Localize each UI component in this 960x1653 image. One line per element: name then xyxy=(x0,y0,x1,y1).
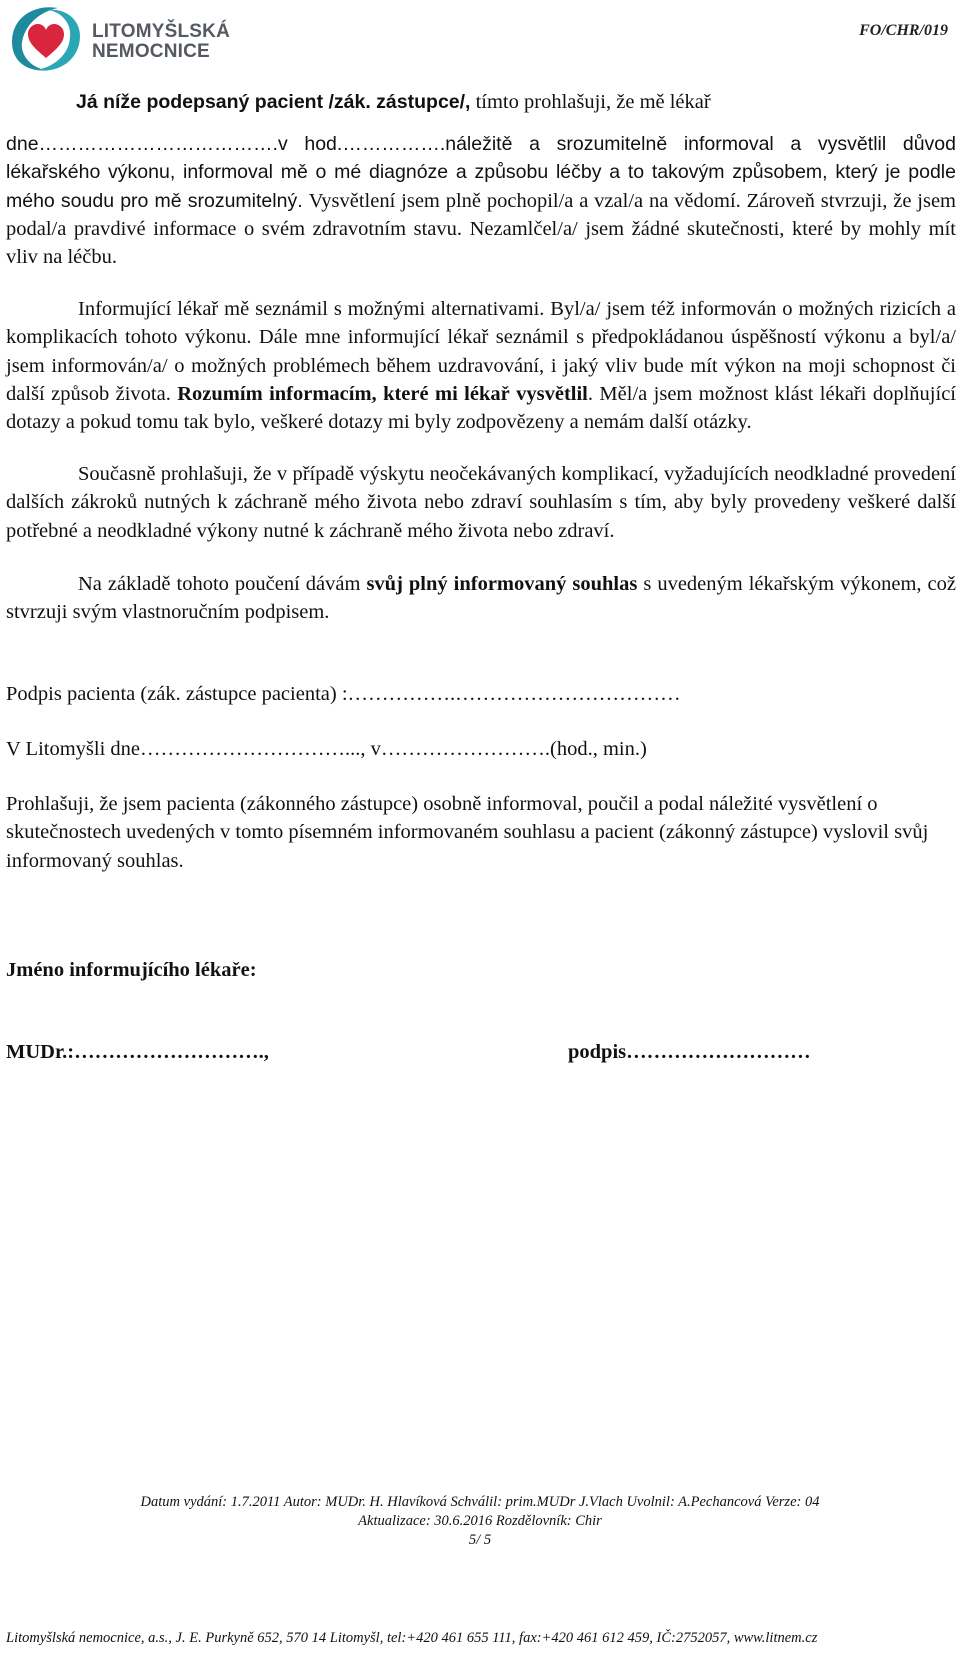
paragraph-1-part2: Vysvětlení jsem plně pochopil/a a vzal/a na vědomí. Zároveň stvrzuji, že jsem podal/a pravdivé informace o svém zdravotním stavu. Nezamlčel/a/ jsem žádné skutečnosti, které by mohly mít vliv na léčbu. xyxy=(6,189,956,269)
paragraph-2-text1: Informující lékař mě seznámil s možnými alternativami. Byl/a/ jsem též informován o možných rizicích a komplikacích tohoto výkonu. Dále mne informující lékař seznámil s předpokládanou úspěšností výkonu a byl/a/ jsem informován/a/ o možných problémech během uzdravování, i jaký vliv bude mít výkon na moji schopnost či další způsob života. xyxy=(6,298,956,405)
intro-rest: tímto prohlašuji, že mě lékař xyxy=(470,91,711,113)
paragraph-2-text2: . Měl/a jsem možnost klást lékaři doplňující dotazy a pokud tomu tak bylo, veškeré dotazy mi byly zodpovězeny a nemám další otázky. xyxy=(6,382,956,434)
place-date-line: V Litomyšli dne…………………………..., v…………………….(hod., min.) xyxy=(6,738,647,760)
paragraph-4-text1: Na základě tohoto poučení dávám xyxy=(78,573,367,595)
doctor-signature-line xyxy=(568,1038,956,1066)
hospital-logo xyxy=(6,2,256,76)
heart-hands-icon xyxy=(6,2,86,76)
doctor-statement: Prohlašuji, že jsem pacienta (zákonného zástupce) osobně informoval, poučil a podal náležité vysvětlení o skutečnostech uvedených v tomto písemném informovaném souhlasu a pacient (zákonný zástupce) vyslovil svůj informovaný souhlas. xyxy=(6,793,929,872)
paragraph-4-bold: svůj plný informovaný souhlas xyxy=(366,573,638,595)
logo-text xyxy=(92,22,230,62)
patient-signature-line: Podpis pacienta (zák. zástupce pacienta) :…………….…………………………… xyxy=(6,683,681,705)
paragraph-2-bold: Rozumím informacím, které mi lékař vysvětlil xyxy=(177,382,588,405)
document-code: FO/CHR/019 xyxy=(859,22,948,39)
paragraph-3 xyxy=(6,460,956,545)
page-number: 5/ 5 xyxy=(468,1532,492,1548)
paragraph-4 xyxy=(6,570,956,627)
intro-line xyxy=(76,88,956,116)
footer-update-info: Aktualizace: 30.6.2016 Rozdělovník: Chir xyxy=(358,1513,602,1529)
paragraph-4-text2: s uvedeným lékařským výkonem, což stvrzuji svým vlastnoručním podpisem. xyxy=(6,573,956,624)
paragraph-1 xyxy=(6,130,956,271)
doctor-name-heading xyxy=(6,956,956,984)
paragraph-1-part1: dne……………………………….v hod.…………….náležitě a srozumitelně informoval a vysvětlil důvod lékařského výkonu, informoval mě o mé diagnóze a způsobu léčby a to takovým způsobem, který je podle mého soudu pro mě srozumitelný. xyxy=(6,133,956,212)
mudr-label: MUDr.:………………………., xyxy=(6,1041,269,1063)
doctor-name-label: Jméno informujícího lékaře: xyxy=(6,959,257,981)
footer-issue-info: Datum vydání: 1.7.2011 Autor: MUDr. H. Hlavíková Schválil: prim.MUDr J.Vlach Uvolnil: A.Pechancová Verze: 04 xyxy=(140,1494,820,1510)
paragraph-2 xyxy=(6,295,956,436)
signature-label: podpis……………………… xyxy=(568,1041,811,1063)
logo-line1: LITOMYŠLSKÁ xyxy=(92,21,231,42)
intro-bold: Já níže podepsaný pacient /zák. zástupce/, xyxy=(76,91,471,113)
footer-address: Litomyšlská nemocnice, a.s., J. E. Purkyně 652, 570 14 Litomyšl, tel:+420 461 655 111, fax:+420 461 612 459, IČ:2752057, www.litnem.cz xyxy=(6,1630,818,1646)
paragraph-3-text: Současně prohlašuji, že v případě výskytu neočekávaných komplikací, vyžadujících neodkladné provedení dalších zákroků nutných k záchraně mého života nebo zdraví souhlasím s tím, aby byly provedeny veškeré další potřebné a neodkladné výkony nutné k záchraně mého života nebo zdraví. xyxy=(6,463,956,542)
logo-line2: NEMOCNICE xyxy=(92,41,210,62)
